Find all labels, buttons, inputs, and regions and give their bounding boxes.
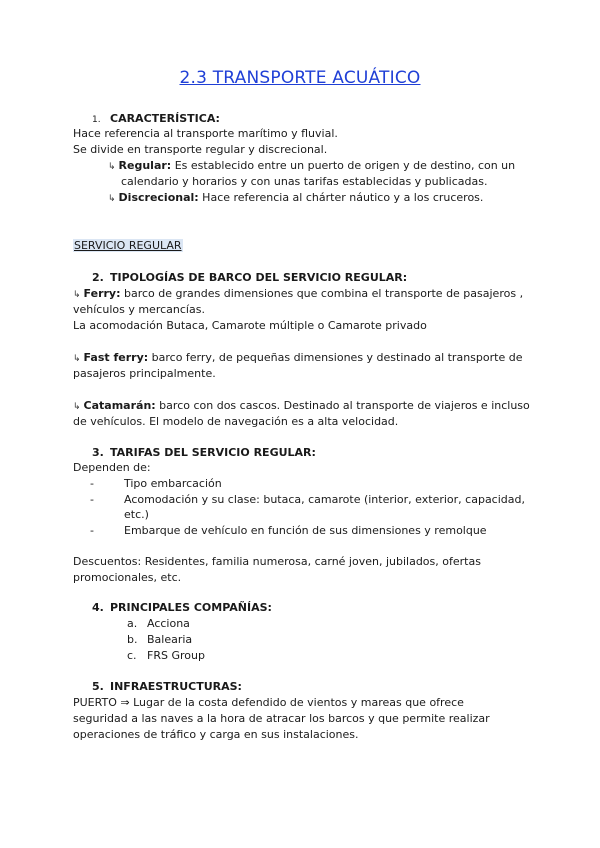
dash-bullet: - <box>90 477 94 490</box>
servicio-regular-label <box>73 238 183 253</box>
section-2-heading <box>92 270 407 285</box>
list-item <box>90 523 487 538</box>
tarifas-intro: Dependen de: <box>73 461 151 474</box>
puerto-line-1: PUERTO ⇒ Lugar de la costa defendido de vientos y mareas que ofrece <box>73 696 464 709</box>
catamaran-label: Catamarán: <box>83 399 156 412</box>
list-item <box>90 476 222 491</box>
dash-bullet: - <box>90 524 94 537</box>
servicio-regular-highlight: SERVICIO REGULAR <box>74 239 182 252</box>
company-name: Acciona <box>147 617 190 630</box>
list-item-text: Acomodación y su clase: butaca, camarote (interior, exterior, capacidad, <box>124 493 525 506</box>
company-item <box>127 632 192 647</box>
section-2-title: TIPOLOGÍAS DE BARCO DEL SERVICIO REGULAR: <box>110 271 408 284</box>
section-3-title: TARIFAS DEL SERVICIO REGULAR: <box>110 446 316 459</box>
fast-ferry-label: Fast ferry: <box>83 351 149 364</box>
arrow-icon: ↳ <box>73 402 81 412</box>
section-1-title: CARACTERÍSTICA: <box>110 112 220 125</box>
fast-ferry-text-cont: pasajeros principalmente. <box>73 367 216 380</box>
fast-ferry-text: barco ferry, de pequeñas dimensiones y destinado al transporte de <box>148 351 523 364</box>
section-4-number: 4. <box>92 601 104 614</box>
s1-line-1: Hace referencia al transporte marítimo y fluvial. <box>73 127 338 140</box>
company-item <box>127 648 205 663</box>
arrow-icon: ↳ <box>73 290 81 300</box>
ferry-text: barco de grandes dimensiones que combina el transporte de pasajeros , <box>120 287 524 300</box>
regular-text-cont: calendario y horarios y con unas tarifas establecidas y publicadas. <box>121 175 488 188</box>
puerto-line-2: seguridad a las naves a la hora de atracar los barcos y que permite realizar <box>73 712 490 725</box>
section-5-number: 5. <box>92 680 104 693</box>
catamaran-item <box>73 398 530 415</box>
catamaran-text: barco con dos cascos. Destinado al transporte de viajeros e incluso <box>155 399 530 412</box>
discrecional-item <box>108 190 483 207</box>
section-5-title: INFRAESTRUCTURAS: <box>110 680 242 693</box>
section-3-number: 3. <box>92 446 104 459</box>
puerto-line-3: operaciones de tráfico y carga en sus instalaciones. <box>73 728 359 741</box>
list-item-text: Tipo embarcación <box>124 477 222 490</box>
descuentos-line-1: Descuentos: Residentes, familia numerosa, carné joven, jubilados, ofertas <box>73 555 481 568</box>
list-item-text: Embarque de vehículo en función de sus dimensiones y remolque <box>124 524 487 537</box>
company-marker: c. <box>127 649 137 662</box>
list-item-cont: etc.) <box>124 508 149 521</box>
company-name: FRS Group <box>147 649 205 662</box>
section-4-heading <box>92 600 272 615</box>
section-4-title: PRINCIPALES COMPAÑÍAS: <box>110 601 272 614</box>
regular-text: Es establecido entre un puerto de origen y de destino, con un <box>171 159 516 172</box>
section-2-number: 2. <box>92 271 104 284</box>
ferry-item <box>73 286 523 303</box>
ferry-acomodacion: La acomodación Butaca, Camarote múltiple o Camarote privado <box>73 319 427 332</box>
ferry-label: Ferry: <box>83 287 121 300</box>
page-title: 2.3 TRANSPORTE ACUÁTICO <box>179 68 421 88</box>
descuentos-line-2: promocionales, etc. <box>73 571 182 584</box>
arrow-icon: ↳ <box>108 162 116 172</box>
dash-bullet: - <box>90 493 94 506</box>
ferry-text-cont: vehículos y mercancías. <box>73 303 205 316</box>
section-1-number: 1. <box>92 115 101 125</box>
catamaran-text-cont: de vehículos. El modelo de navegación es a alta velocidad. <box>73 415 399 428</box>
company-marker: a. <box>127 617 138 630</box>
discrecional-text: Hace referencia al chárter náutico y a los cruceros. <box>198 191 484 204</box>
arrow-icon: ↳ <box>73 354 81 364</box>
fast-ferry-item <box>73 350 522 367</box>
regular-item <box>108 158 515 175</box>
arrow-icon: ↳ <box>108 194 116 204</box>
company-item <box>127 616 190 631</box>
section-3-heading <box>92 445 316 460</box>
s1-line-2: Se divide en transporte regular y discrecional. <box>73 143 328 156</box>
list-item <box>90 492 525 507</box>
company-marker: b. <box>127 633 138 646</box>
section-5-heading <box>92 679 242 694</box>
discrecional-label: Discrecional: <box>118 191 199 204</box>
company-name: Balearia <box>147 633 193 646</box>
regular-label: Regular: <box>118 159 172 172</box>
